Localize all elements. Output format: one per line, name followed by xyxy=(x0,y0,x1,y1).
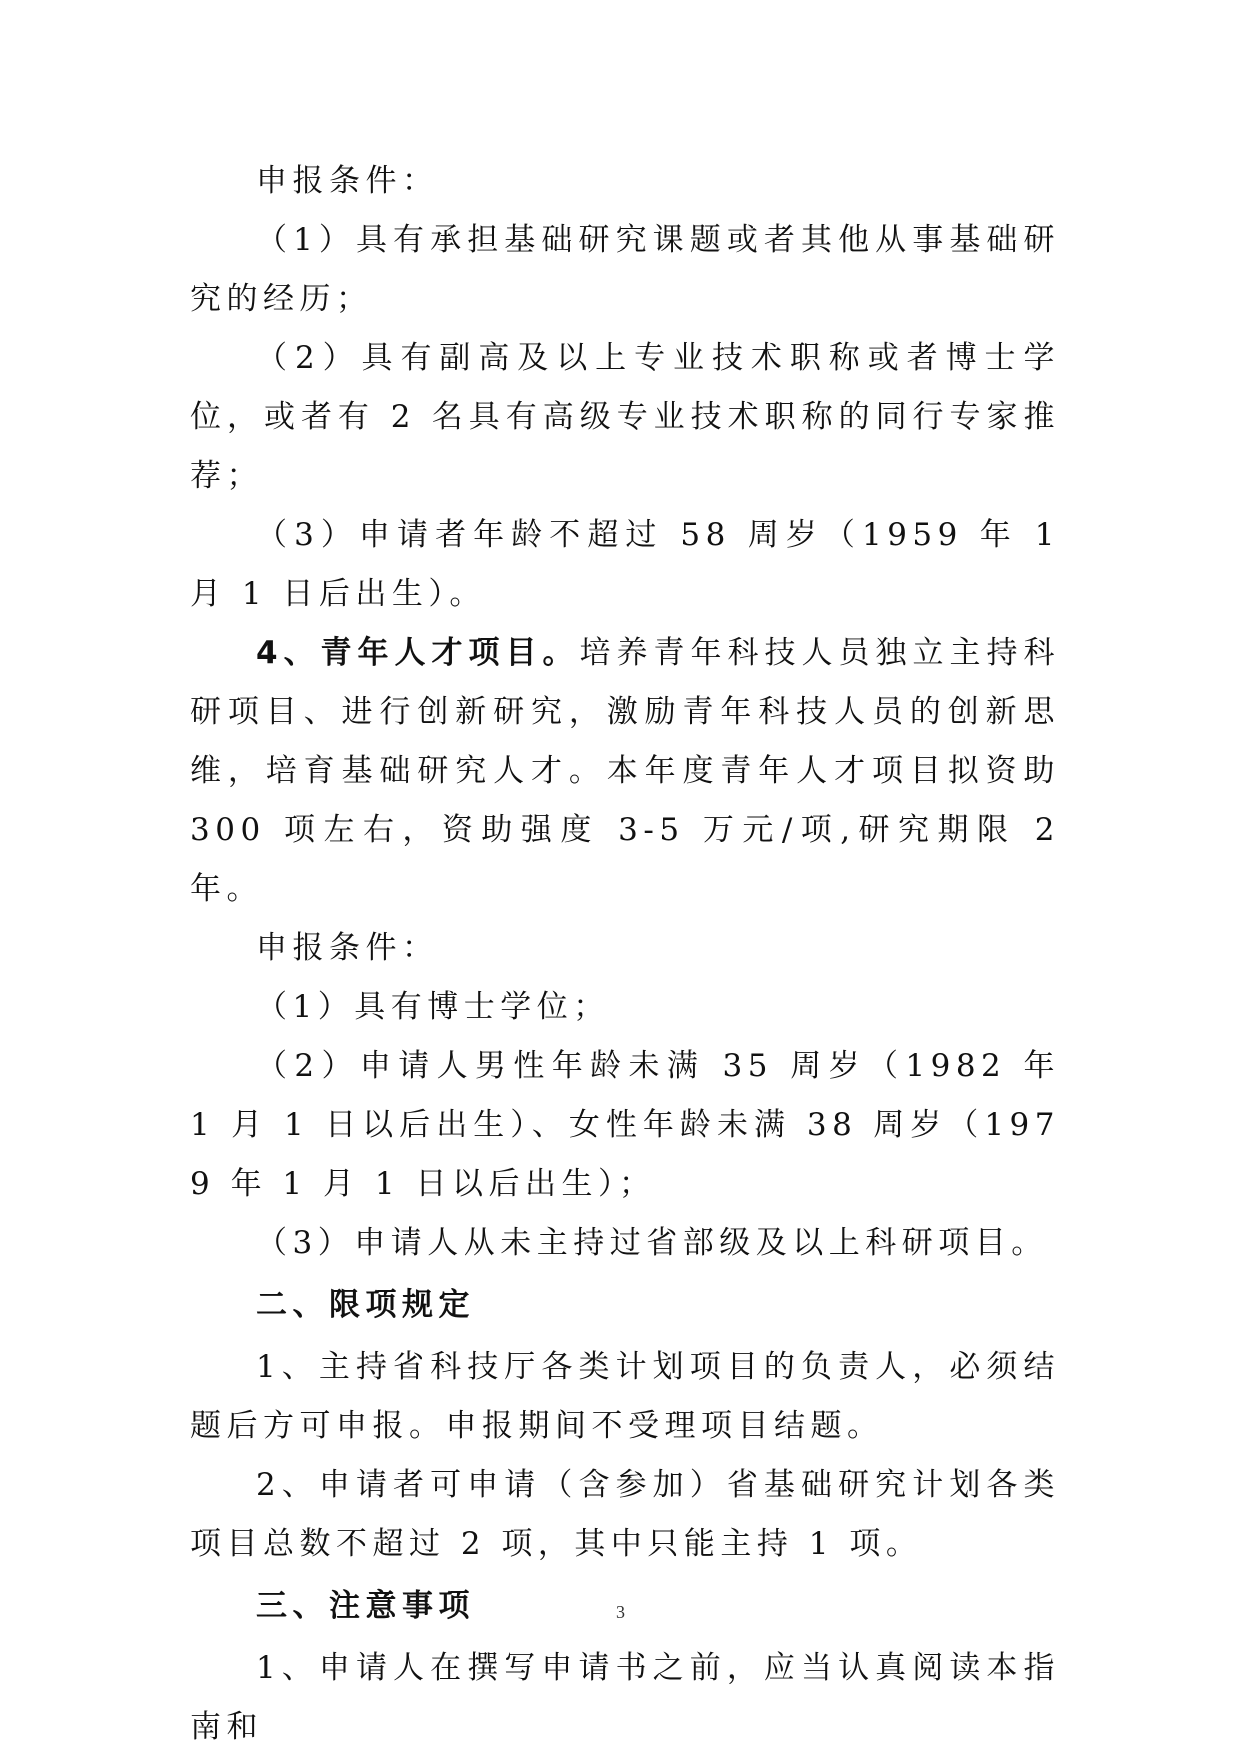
paragraph-condition-2: （2）具有副高及以上专业技术职称或者博士学位，或者有 2 名具有高级专业技术职称的同行专家推荐； xyxy=(190,340,1060,494)
document-body xyxy=(190,152,1060,1757)
paragraph-condition-1: （1）具有承担基础研究课题或者其他从事基础研究的经历； xyxy=(190,222,1060,317)
paragraph-youth-condition-1: （1）具有博士学位； xyxy=(256,989,610,1025)
paragraph-conditions-label-2: 申报条件： xyxy=(256,930,439,966)
paragraph-youth-talent-project xyxy=(190,624,1060,919)
section-heading-limits: 二、限项规定 xyxy=(256,1287,475,1323)
paragraph-condition-3: （3）申请者年龄不超过 58 周岁（1959 年 1 月 1 日后出生）。 xyxy=(190,517,1060,612)
page-number: 3 xyxy=(616,1602,625,1622)
section-heading-notes: 三、注意事项 xyxy=(256,1588,475,1624)
youth-talent-project-text: 培养青年科技人员独立主持科研项目、进行创新研究，激励青年科技人员的创新思维，培育基础研究人才。本年度青年人才项目拟资助 300 项左右，资助强度 3-5 万元/项,研究期限 2 年。 xyxy=(190,635,1061,907)
paragraph-limit-1: 1、主持省科技厅各类计划项目的负责人，必须结题后方可申报。申报期间不受理项目结题。 xyxy=(190,1349,1060,1444)
paragraph-youth-condition-2: （2）申请人男性年龄未满 35 周岁（1982 年 1 月 1 日以后出生）、女性年龄未满 38 周岁（1979 年 1 月 1 日以后出生）； xyxy=(190,1048,1060,1202)
paragraph-youth-condition-3: （3）申请人从未主持过省部级及以上科研项目。 xyxy=(256,1225,1048,1261)
paragraph-conditions-label: 申报条件： xyxy=(256,163,439,199)
youth-talent-project-title: 4、青年人才项目。 xyxy=(256,635,580,671)
paragraph-limit-2: 2、申请者可申请（含参加）省基础研究计划各类项目总数不超过 2 项，其中只能主持 1 项。 xyxy=(190,1467,1060,1562)
paragraph-note-1: 1、申请人在撰写申请书之前，应当认真阅读本指南和 xyxy=(190,1650,1060,1745)
